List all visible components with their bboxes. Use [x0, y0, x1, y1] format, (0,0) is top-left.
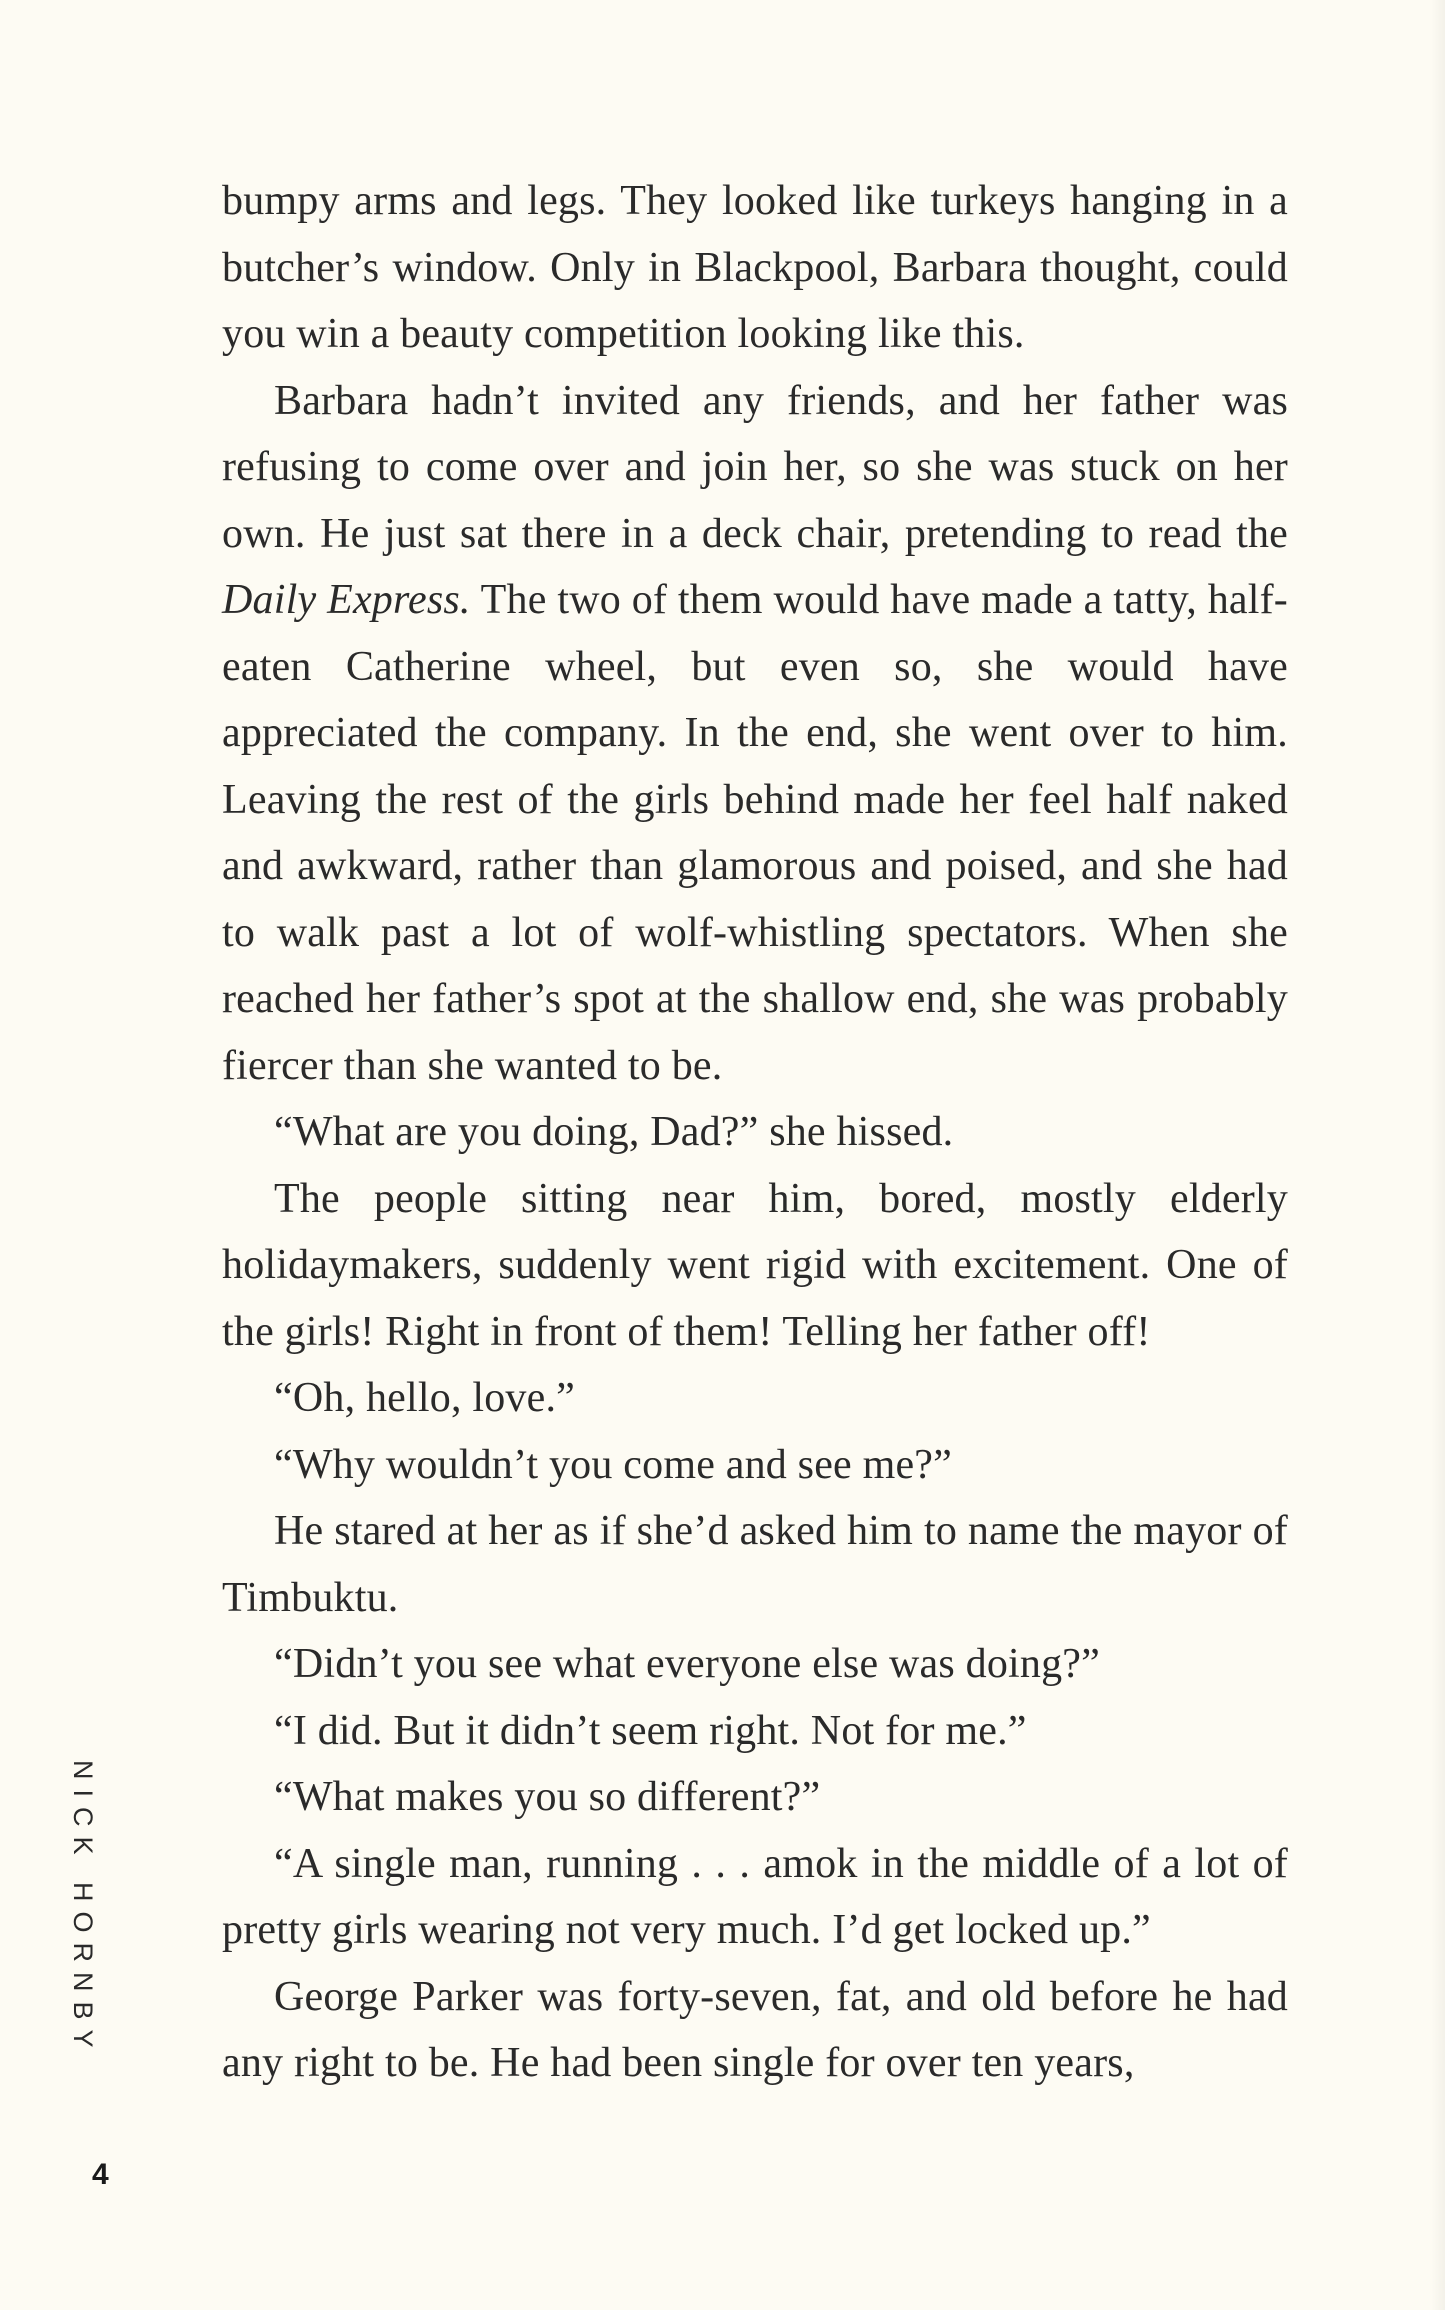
text-run: “I did. But it didn’t seem right. Not for me.” — [274, 1707, 1027, 1754]
text-run: The people sitting near him, bored, mostly elderly holidaymakers, suddenly went rigid with excitement. One of the girls! Right in front of them! Telling her father off! — [222, 1175, 1288, 1355]
text-run: “Oh, hello, love.” — [274, 1375, 576, 1421]
italic-title: Daily Express. — [222, 577, 471, 623]
page-number: 4 — [92, 2158, 109, 2191]
body-text — [222, 168, 1288, 2097]
text-run: George Parker was forty-seven, fat, and old before he had any right to be. He had been single for over ten years, — [222, 1973, 1288, 2086]
page-edge — [1431, 0, 1445, 2310]
paragraph — [222, 1432, 1288, 1499]
paragraph — [222, 1099, 1288, 1166]
text-run: “What makes you so different?” — [274, 1774, 821, 1820]
paragraph — [222, 1631, 1288, 1698]
paragraph — [222, 368, 1288, 1100]
paragraph — [222, 1365, 1288, 1432]
author-name: NICK HORNBY — [68, 1760, 98, 2058]
paragraph — [222, 168, 1288, 368]
text-run: bumpy arms and legs. They looked like turkeys hanging in a butcher’s window. Only in Blackpool, Barbara thought, could you win a beauty competition looking like this. — [222, 178, 1288, 357]
text-run: “Didn’t you see what everyone else was doing?” — [274, 1641, 1100, 1687]
running-head — [58, 1760, 138, 2080]
paragraph — [222, 1964, 1288, 2097]
text-run: He stared at her as if she’d asked him to name the mayor of Timbuktu. — [222, 1508, 1288, 1621]
text-run: “A single man, running . . . amok in the middle of a lot of pretty girls wearing not very much. I’d get locked up.” — [222, 1840, 1288, 1953]
text-run: The two of them would have made a tatty, half-eaten Catherine wheel, but even so, she would have appreciated the company. In the end, she went over to him. Leaving the rest of the girls behind made her feel half naked and awkward, rather than glamorous and poised, and she had to walk past a lot of wolf-whistling spectators. When she reached her father’s spot at the shallow end, she was probably fiercer than she wanted to be. — [222, 577, 1288, 1089]
text-run: “What are you doing, Dad?” she hissed. — [274, 1109, 954, 1155]
text-run: Barbara hadn’t invited any friends, and her father was refusing to come over and join her, so she was stuck on her own. He just sat there in a deck chair, pretending to read the — [222, 377, 1288, 557]
text-run: “Why wouldn’t you come and see me?” — [274, 1441, 952, 1488]
paragraph — [222, 1166, 1288, 1366]
paragraph — [222, 1764, 1288, 1831]
paragraph — [222, 1698, 1288, 1765]
paragraph — [222, 1831, 1288, 1964]
paragraph — [222, 1498, 1288, 1631]
